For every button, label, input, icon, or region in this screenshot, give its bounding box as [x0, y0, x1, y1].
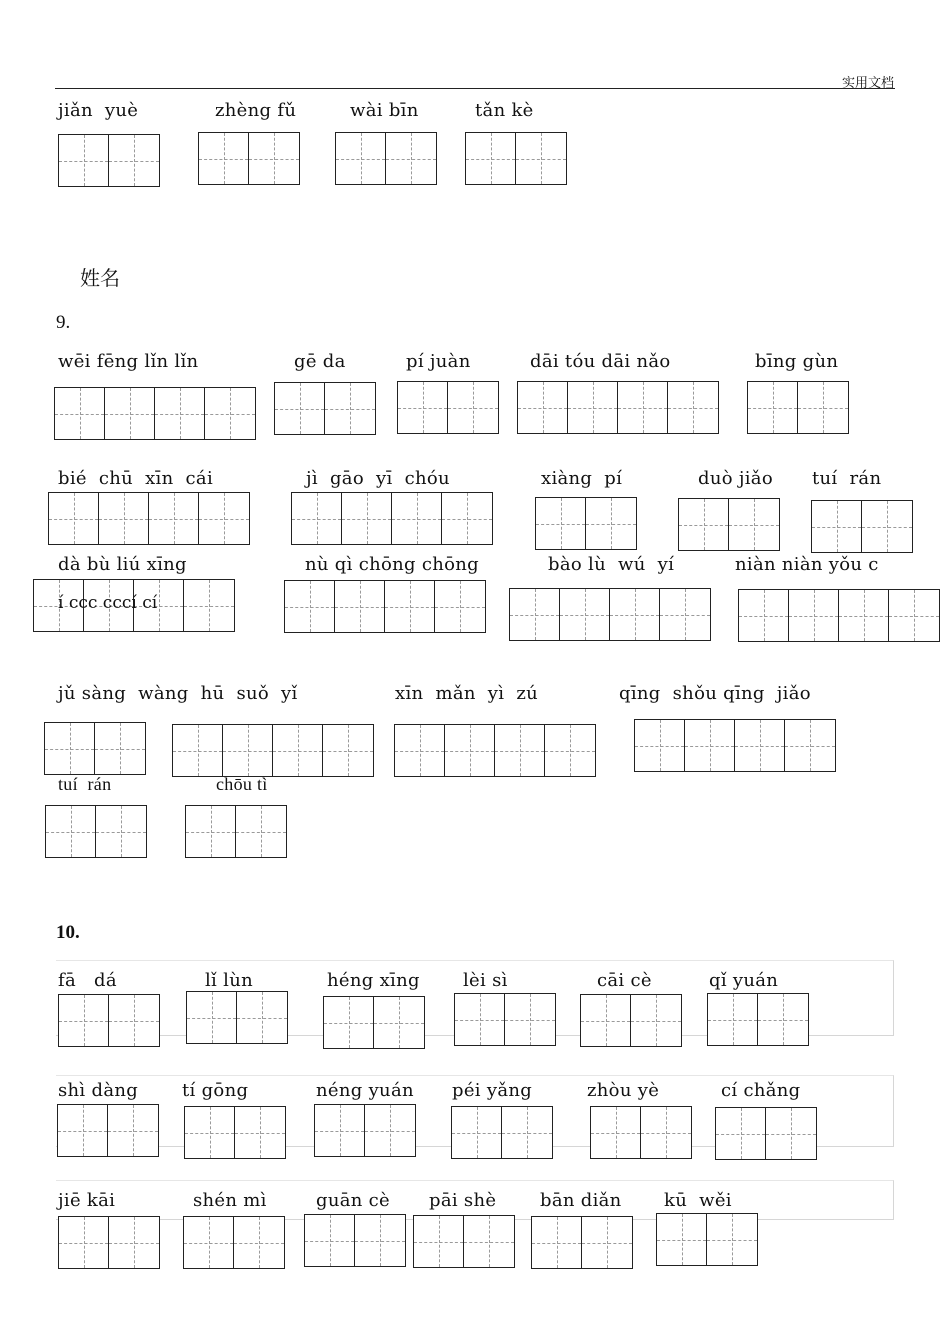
pinyin-label: bié chū xīn cái [58, 468, 213, 489]
writing-grid[interactable] [738, 589, 940, 642]
writing-grid[interactable] [274, 382, 376, 435]
writing-cell[interactable] [374, 997, 424, 1048]
pinyin-label: néng yuán [316, 1080, 414, 1101]
writing-cell[interactable] [385, 581, 435, 632]
writing-cell[interactable] [149, 493, 199, 544]
writing-cell[interactable] [679, 499, 729, 550]
writing-grid[interactable] [656, 1213, 758, 1266]
writing-cell[interactable] [55, 388, 105, 439]
pinyin-label: dāi tóu dāi nǎo [530, 351, 671, 372]
writing-grid[interactable] [811, 500, 913, 553]
writing-grid[interactable] [284, 580, 486, 633]
writing-cell[interactable] [502, 1107, 552, 1158]
writing-cell[interactable] [532, 1217, 582, 1268]
writing-grid[interactable] [45, 805, 147, 858]
writing-cell[interactable] [108, 1105, 158, 1156]
writing-cell[interactable] [105, 388, 155, 439]
writing-cell[interactable] [335, 581, 385, 632]
writing-cell[interactable] [184, 1217, 234, 1268]
writing-grid[interactable] [57, 1104, 159, 1157]
pinyin-label: lèi sì [463, 970, 508, 991]
writing-grid[interactable] [634, 719, 836, 772]
pinyin-label: qǐ yuán [709, 970, 779, 991]
writing-cell[interactable] [586, 498, 636, 549]
writing-cell[interactable] [205, 388, 255, 439]
writing-cell[interactable] [323, 725, 373, 776]
writing-grid[interactable] [451, 1106, 553, 1159]
writing-grid[interactable] [323, 996, 425, 1049]
writing-grid[interactable] [580, 994, 682, 1047]
writing-grid[interactable] [678, 498, 780, 551]
pinyin-label: tí gōng [182, 1080, 249, 1101]
writing-cell[interactable] [739, 590, 789, 641]
writing-grid[interactable] [394, 724, 596, 777]
writing-grid[interactable] [747, 381, 849, 434]
writing-grid[interactable] [304, 1214, 406, 1267]
writing-cell[interactable] [668, 382, 718, 433]
section-number: 10. [56, 922, 80, 943]
section-number: 9. [56, 312, 71, 333]
writing-cell[interactable] [199, 133, 249, 184]
writing-cell[interactable] [109, 135, 159, 186]
writing-cell[interactable] [199, 493, 249, 544]
writing-cell[interactable] [275, 383, 325, 434]
writing-cell[interactable] [355, 1215, 405, 1266]
pinyin-label: wài bīn [350, 100, 419, 121]
pinyin-label: fā dá [58, 970, 117, 991]
pinyin-label: gē da [294, 351, 346, 372]
writing-cell[interactable] [635, 720, 685, 771]
writing-cell[interactable] [789, 590, 839, 641]
writing-cell[interactable] [395, 725, 445, 776]
writing-grid[interactable] [707, 993, 809, 1046]
writing-cell[interactable] [273, 725, 323, 776]
writing-grid[interactable] [715, 1107, 817, 1160]
pinyin-label: pí juàn [406, 351, 471, 372]
writing-cell[interactable] [186, 806, 236, 857]
writing-cell[interactable] [236, 806, 286, 857]
writing-cell[interactable] [336, 133, 386, 184]
pinyin-label: cāi cè [597, 970, 652, 991]
writing-grid[interactable] [185, 805, 287, 858]
pinyin-label: péi yǎng [452, 1080, 533, 1101]
writing-cell[interactable] [99, 493, 149, 544]
writing-cell[interactable] [560, 589, 610, 640]
writing-cell[interactable] [49, 493, 99, 544]
writing-cell[interactable] [707, 1214, 757, 1265]
writing-grid[interactable] [535, 497, 637, 550]
pinyin-label: xīn mǎn yì zú [395, 683, 539, 704]
pinyin-label: cí chǎng [721, 1080, 801, 1101]
writing-grid[interactable] [291, 492, 493, 545]
writing-cell[interactable] [758, 994, 808, 1045]
writing-cell[interactable] [464, 1216, 514, 1267]
writing-grid[interactable] [198, 132, 300, 185]
pinyin-label: tǎn kè [475, 100, 534, 121]
writing-cell[interactable] [631, 995, 681, 1046]
writing-grid[interactable] [397, 381, 499, 434]
writing-grid[interactable] [54, 387, 256, 440]
writing-grid[interactable] [314, 1104, 416, 1157]
writing-cell[interactable] [342, 493, 392, 544]
writing-cell[interactable] [96, 806, 146, 857]
writing-cell[interactable] [109, 995, 159, 1046]
writing-cell[interactable] [505, 994, 555, 1045]
writing-cell[interactable] [235, 1107, 285, 1158]
writing-cell[interactable] [414, 1216, 464, 1267]
writing-cell[interactable] [708, 994, 758, 1045]
writing-cell[interactable] [392, 493, 442, 544]
pinyin-label: jiǎn yuè [58, 100, 139, 121]
writing-cell[interactable] [582, 1217, 632, 1268]
pinyin-label: héng xīng [327, 970, 420, 991]
writing-grid[interactable] [531, 1216, 633, 1269]
writing-cell[interactable] [59, 1217, 109, 1268]
writing-grid[interactable] [509, 588, 711, 641]
pinyin-label: lǐ lùn [205, 970, 253, 991]
writing-cell[interactable] [862, 501, 912, 552]
writing-cell[interactable] [95, 723, 145, 774]
writing-cell[interactable] [59, 995, 109, 1046]
pinyin-label: bào lù wú yí [548, 554, 675, 575]
writing-cell[interactable] [173, 725, 223, 776]
writing-cell[interactable] [315, 1105, 365, 1156]
writing-cell[interactable] [839, 590, 889, 641]
pinyin-label: chōu tì [216, 774, 268, 794]
name-label: 姓名 [80, 266, 120, 290]
writing-cell[interactable] [435, 581, 485, 632]
pinyin-label: nù qì chōng chōng [305, 554, 479, 575]
writing-cell[interactable] [46, 806, 96, 857]
pinyin-label: jì gāo yī chóu [306, 468, 450, 489]
writing-grid[interactable] [454, 993, 556, 1046]
writing-cell[interactable] [223, 725, 273, 776]
writing-cell[interactable] [466, 133, 516, 184]
pinyin-label: pāi shè [429, 1190, 497, 1211]
writing-grid[interactable] [58, 134, 160, 187]
writing-cell[interactable] [155, 388, 205, 439]
writing-cell[interactable] [305, 1215, 355, 1266]
writing-cell[interactable] [109, 1217, 159, 1268]
pinyin-label: bīng gùn [755, 351, 839, 372]
writing-cell[interactable] [234, 1217, 284, 1268]
writing-cell[interactable] [324, 997, 374, 1048]
writing-cell[interactable] [292, 493, 342, 544]
writing-cell[interactable] [510, 589, 560, 640]
writing-cell[interactable] [45, 723, 95, 774]
writing-grid[interactable] [517, 381, 719, 434]
writing-cell[interactable] [365, 1105, 415, 1156]
writing-grid[interactable] [590, 1106, 692, 1159]
writing-grid[interactable] [465, 132, 567, 185]
pinyin-label: dà bù liú xīng [58, 554, 187, 575]
writing-cell[interactable] [518, 382, 568, 433]
pinyin-label: qīng shǒu qīng jiǎo [619, 683, 811, 704]
writing-cell[interactable] [187, 992, 237, 1043]
header-rule [55, 88, 895, 89]
writing-cell[interactable] [386, 133, 436, 184]
writing-cell[interactable] [729, 499, 779, 550]
writing-cell[interactable] [618, 382, 668, 433]
writing-cell[interactable] [685, 720, 735, 771]
writing-cell[interactable] [735, 720, 785, 771]
writing-cell[interactable] [448, 382, 498, 433]
pinyin-label: tuí rán [812, 468, 882, 489]
writing-cell[interactable] [657, 1214, 707, 1265]
writing-cell[interactable] [285, 581, 335, 632]
writing-cell[interactable] [641, 1107, 691, 1158]
writing-cell[interactable] [495, 725, 545, 776]
writing-cell[interactable] [545, 725, 595, 776]
writing-grid[interactable] [186, 991, 288, 1044]
writing-cell[interactable] [568, 382, 618, 433]
writing-grid[interactable] [184, 1106, 286, 1159]
writing-grid[interactable] [44, 722, 146, 775]
pinyin-label: zhòu yè [587, 1080, 660, 1101]
writing-grid[interactable] [172, 724, 374, 777]
writing-grid[interactable] [58, 1216, 160, 1269]
pinyin-label: bān diǎn [540, 1190, 622, 1211]
writing-cell[interactable] [748, 382, 798, 433]
pinyin-label: kū wěi [664, 1190, 732, 1211]
writing-grid[interactable] [48, 492, 250, 545]
writing-grid[interactable] [335, 132, 437, 185]
garbled-overlay-text: í ccc cccí cí [58, 593, 158, 613]
writing-grid[interactable] [58, 994, 160, 1047]
writing-cell[interactable] [516, 133, 566, 184]
writing-cell[interactable] [59, 135, 109, 186]
pinyin-label: tuí rán [58, 774, 112, 794]
writing-cell[interactable] [249, 133, 299, 184]
pinyin-label: xiàng pí [541, 468, 623, 489]
writing-cell[interactable] [798, 382, 848, 433]
writing-cell[interactable] [536, 498, 586, 549]
writing-cell[interactable] [452, 1107, 502, 1158]
writing-cell[interactable] [237, 992, 287, 1043]
pinyin-label: guān cè [316, 1190, 390, 1211]
writing-cell[interactable] [184, 580, 234, 631]
writing-cell[interactable] [716, 1108, 766, 1159]
pinyin-label: shén mì [193, 1190, 267, 1211]
pinyin-label: wēi fēng lǐn lǐn [58, 351, 199, 372]
writing-grid[interactable] [413, 1215, 515, 1268]
pinyin-label: zhèng fǔ [215, 100, 297, 121]
writing-cell[interactable] [445, 725, 495, 776]
writing-cell[interactable] [455, 994, 505, 1045]
header-label: 实用文档 [841, 75, 894, 90]
writing-cell[interactable] [325, 383, 375, 434]
writing-cell[interactable] [58, 1105, 108, 1156]
writing-cell[interactable] [591, 1107, 641, 1158]
writing-cell[interactable] [660, 589, 710, 640]
writing-cell[interactable] [398, 382, 448, 433]
writing-cell[interactable] [610, 589, 660, 640]
pinyin-label: jǔ sàng wàng hū suǒ yǐ [58, 683, 298, 704]
writing-cell[interactable] [442, 493, 492, 544]
writing-cell[interactable] [766, 1108, 816, 1159]
pinyin-label: jiē kāi [58, 1190, 116, 1211]
writing-cell[interactable] [812, 501, 862, 552]
writing-cell[interactable] [889, 590, 939, 641]
writing-grid[interactable] [183, 1216, 285, 1269]
pinyin-label: niàn niàn yǒu c [735, 554, 879, 575]
writing-cell[interactable] [581, 995, 631, 1046]
pinyin-label: shì dàng [58, 1080, 139, 1101]
writing-cell[interactable] [785, 720, 835, 771]
writing-cell[interactable] [185, 1107, 235, 1158]
pinyin-label: duò jiǎo [698, 468, 773, 489]
